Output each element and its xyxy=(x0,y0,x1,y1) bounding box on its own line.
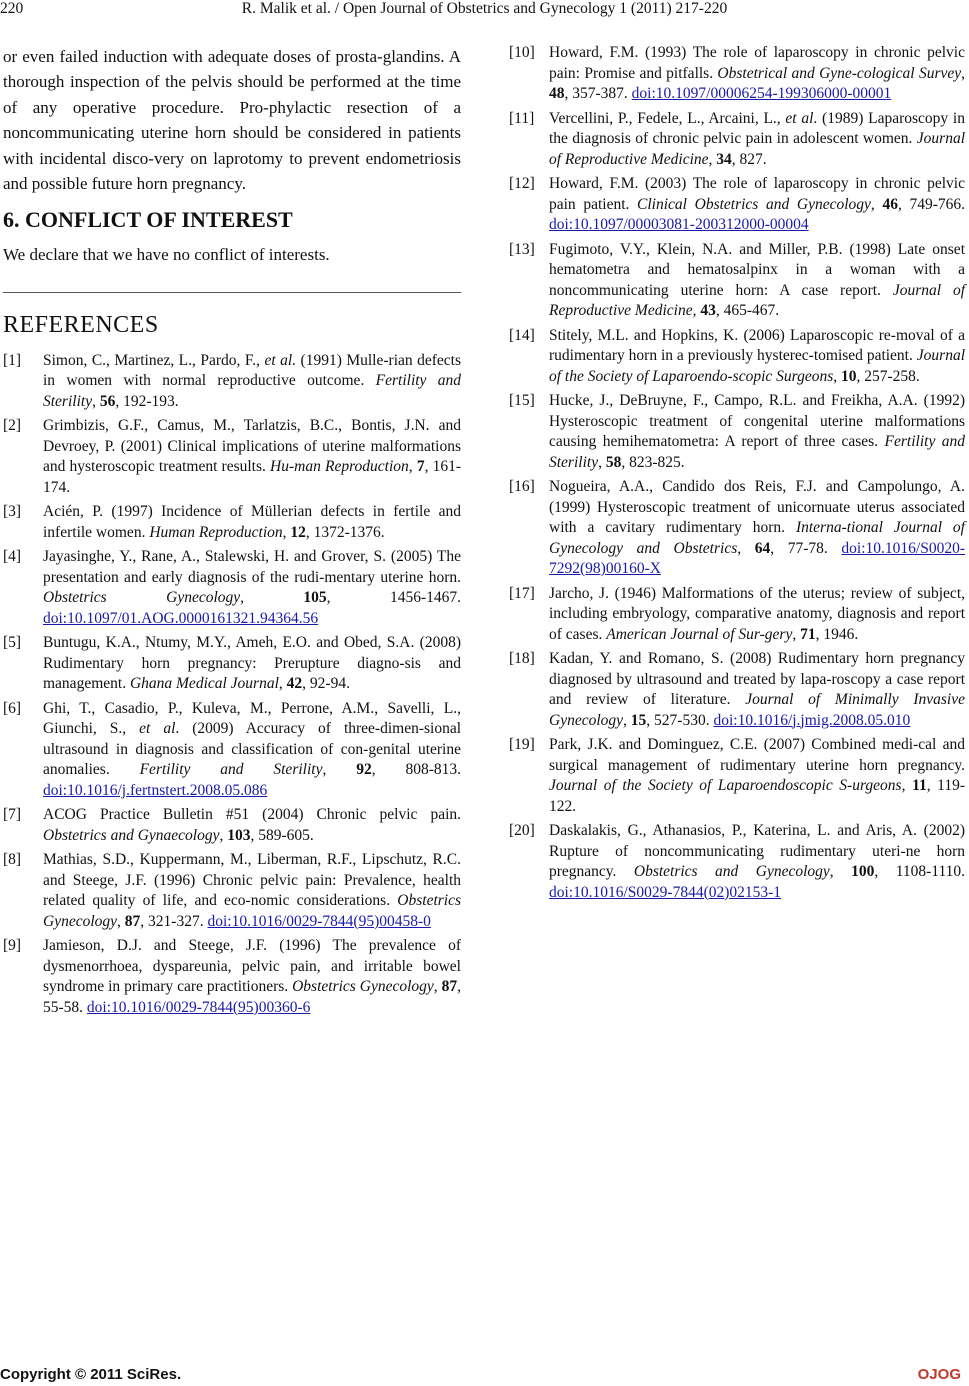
reference-pages: , 55-58. xyxy=(43,978,461,1016)
running-head: R. Malik et al. / Open Journal of Obstetrics and Gynecology 1 (2011) 217-220 xyxy=(241,0,728,17)
reference-separator: , xyxy=(692,302,701,319)
reference-number: [15] xyxy=(509,392,535,409)
reference-volume: 42 xyxy=(286,675,303,693)
reference-volume: 87 xyxy=(441,978,458,996)
reference-pages: , 161-174. xyxy=(43,458,461,496)
reference-item xyxy=(3,416,461,498)
reference-separator: , xyxy=(598,453,606,471)
reference-authors: Vercellini, P., Fedele, L., Arcaini, L., xyxy=(549,109,786,127)
reference-pages: , 257-258. xyxy=(856,367,920,385)
reference-authors: Park, J.K. and Dominguez, C.E. (2007) Combined medi-cal and surgical management of rudimentary uterine horn pregnancy. xyxy=(549,736,965,774)
reference-pages: , 823-825. xyxy=(621,453,685,471)
reference-authors: Howard, F.M. (2003) The role of laparoscopy in chronic pelvic pain patient. xyxy=(549,175,965,213)
reference-volume: 34 xyxy=(716,150,732,168)
reference-pages: , 1372-1376. xyxy=(305,523,385,541)
reference-text xyxy=(549,735,965,817)
reference-item xyxy=(509,391,965,473)
reference-number: [1] xyxy=(3,351,22,369)
reference-volume: 43 xyxy=(700,302,716,319)
reference-authors: Acién, P. (1997) Incidence of Müllerian defects in fertile and infertile women. xyxy=(43,503,461,541)
reference-authors: Fugimoto, V.Y., Klein, N.A. and Miller, P.B. (1998) Late onset hematometra and hematosalpinx in a woman with a noncommunicating uterine horn: A case report. xyxy=(549,240,965,299)
reference-number: [2] xyxy=(3,417,22,435)
reference-number: [13] xyxy=(509,240,535,258)
reference-text xyxy=(549,109,965,171)
reference-item xyxy=(3,351,461,413)
reference-doi-link[interactable]: doi:10.1016/j.jmig.2008.05.010 xyxy=(713,711,911,729)
reference-journal: Journal of the Society of Laparoendo-scopic Surgeons xyxy=(549,347,965,385)
reference-item xyxy=(509,43,965,105)
reference-authors: Buntugu, K.A., Ntumy, M.Y., Ameh, E.O. and Obed, S.A. (2008) Rudimentary horn pregnancy: Prerupture diagno-sis and management. xyxy=(43,634,461,693)
reference-separator: , xyxy=(219,826,228,844)
reference-pages: , 119-122. xyxy=(549,777,966,815)
reference-journal: Fertility and Sterility xyxy=(139,761,323,779)
reference-volume: 92 xyxy=(356,761,372,779)
reference-authors: Jarcho, J. (1946) Malformations of the uterus; review of subject, including embryology, comparative anatomy, diagnosis and report of cases. xyxy=(549,584,965,643)
reference-volume: 7 xyxy=(416,458,425,476)
page-number: 220 xyxy=(0,0,24,17)
reference-volume: 58 xyxy=(605,453,622,471)
references-list-left xyxy=(3,351,461,1019)
reference-authors: Nogueira, A.A., Candido dos Reis, F.J. and Campolungo, A. (1999) Hysteroscopic treatment of unicornuate uterus associated with a cavitary rudimentary horn. xyxy=(549,478,965,536)
reference-doi-link[interactable]: doi:10.1016/0029-7844(95)00360-6 xyxy=(86,998,311,1016)
reference-pages: , 1108-1110. xyxy=(874,863,965,880)
reference-volume: 10 xyxy=(841,367,857,385)
reference-pages: , 749-766. xyxy=(897,195,965,213)
conflict-text: We declare that we have no conflict of interests. xyxy=(3,245,330,265)
reference-text xyxy=(43,633,461,695)
reference-text xyxy=(43,502,461,543)
reference-number: [19] xyxy=(509,736,535,753)
reference-separator: , xyxy=(278,675,287,693)
reference-separator: , xyxy=(901,777,913,794)
reference-journal: Journal of the Society of Laparoendoscopic S-urgeons xyxy=(549,777,902,794)
reference-authors: ACOG Practice Bulletin #51 (2004) Chronic pelvic pain. xyxy=(43,806,461,824)
reference-journal: Fertility and Sterility xyxy=(549,433,966,471)
reference-item xyxy=(3,633,461,695)
reference-text xyxy=(43,699,461,802)
reference-text xyxy=(549,240,965,322)
reference-item xyxy=(3,850,461,932)
reference-volume: 12 xyxy=(290,523,306,541)
reference-doi-link[interactable]: doi:10.1097/00003081-200312000-00004 xyxy=(549,216,809,233)
reference-number: [12] xyxy=(509,175,535,192)
reference-doi-link[interactable]: doi:10.1016/0029-7844(95)00458-0 xyxy=(207,912,431,930)
reference-text xyxy=(43,351,461,413)
reference-volume: 15 xyxy=(630,711,647,729)
reference-item xyxy=(509,584,965,646)
reference-volume: 100 xyxy=(851,863,875,880)
reference-item xyxy=(509,174,965,236)
reference-text xyxy=(43,416,461,498)
reference-authors: Jamieson, D.J. and Steege, J.F. (1996) The prevalence of dysmenorrhoea, dyspareunia, pelvic pain, and irritable bowel syndrome in primary care practitioners. xyxy=(43,937,461,996)
reference-number: [10] xyxy=(509,44,535,61)
reference-authors: Kadan, Y. and Romano, S. (2008) Rudimentary horn pregnancy diagnosed by ultrasound and treated by lapa-roscopy a case report and review of literature. xyxy=(549,650,965,708)
reference-title: . (1989) Laparoscopy in the diagnosis of chronic pelvic pain in adolescent women. xyxy=(549,109,965,147)
journal-abbrev: OJOG xyxy=(917,1366,961,1383)
reference-item xyxy=(509,821,965,903)
reference-volume: 56 xyxy=(99,392,116,410)
reference-number: [20] xyxy=(509,822,535,839)
reference-journal: Human Reproduction xyxy=(149,523,283,541)
reference-authors: Stitely, M.L. and Hopkins, K. (2006) Laparoscopic re-moval of a rudimentary horn in a previously hysterec-tomised patient. xyxy=(549,326,965,364)
reference-pages: , 192-193. xyxy=(115,392,179,410)
reference-title: (1991) Mulle-rian defects in women with normal reproductive outcome. xyxy=(43,351,461,390)
reference-pages: , 92-94. xyxy=(302,675,350,693)
reference-pages: , 77-78. xyxy=(770,539,842,557)
reference-authors: Daskalakis, G., Athanasios, P., Katerina, L. and Aris, A. (2002) Rupture of noncommunicating rudimentary uteri-ne horn pregnancy. xyxy=(549,822,965,880)
reference-journal: Obstetrics Gynecology xyxy=(292,978,434,996)
reference-number: [14] xyxy=(509,326,535,344)
reference-volume: 105 xyxy=(303,589,327,607)
reference-et-al: et al xyxy=(139,720,176,738)
reference-authors: Howard, F.M. (1993) The role of laparoscopy in chronic pelvic pain: Promise and pitfalls. xyxy=(549,44,965,82)
left-column xyxy=(3,44,461,1022)
reference-text xyxy=(43,850,461,932)
reference-text xyxy=(43,936,461,1018)
reference-item xyxy=(3,805,461,846)
reference-text xyxy=(549,821,965,903)
reference-journal: Obstetrical and Gyne-cological Survey xyxy=(717,64,962,82)
reference-number: [11] xyxy=(509,109,535,127)
reference-number: [7] xyxy=(3,806,22,824)
reference-separator: , xyxy=(792,625,801,643)
reference-number: [18] xyxy=(509,650,535,667)
reference-separator: , xyxy=(240,589,304,607)
reference-volume: 71 xyxy=(800,625,816,643)
references-heading: REFERENCES xyxy=(3,311,159,338)
reference-journal: Hu-man Reproduction xyxy=(270,458,409,476)
reference-item xyxy=(509,477,965,580)
reference-item xyxy=(509,109,965,171)
reference-authors: Hucke, J., DeBruyne, F., Campo, R.L. and Freikha, A.A. (1992) Hysteroscopic treatment of congenital uterine malformations causing hemihematometra: A report of three cases. xyxy=(549,392,965,450)
reference-journal: Journal of Reproductive Medicine xyxy=(549,281,965,319)
copyright-notice: Copyright © 2011 SciRes. xyxy=(0,1366,182,1383)
reference-number: [9] xyxy=(3,937,22,955)
reference-item xyxy=(509,240,965,322)
reference-title: . (2009) Accuracy of three-dimen-sional ultrasound in diagnosis and classification of con-genital uterine anomalies. xyxy=(43,720,462,779)
reference-separator: , xyxy=(829,863,852,880)
reference-pages: , 808-813. xyxy=(371,761,461,779)
reference-volume: 46 xyxy=(882,195,898,213)
reference-journal: Ghana Medical Journal xyxy=(129,675,279,693)
reference-number: [16] xyxy=(509,478,535,495)
reference-text xyxy=(549,326,965,388)
reference-volume: 48 xyxy=(549,85,565,102)
reference-journal: Journal of Reproductive Medicine xyxy=(549,130,965,168)
reference-separator: , xyxy=(833,367,842,385)
reference-item xyxy=(509,735,965,817)
reference-separator: , xyxy=(623,711,631,729)
reference-item xyxy=(3,699,461,802)
reference-item xyxy=(509,649,965,731)
reference-text xyxy=(43,805,461,846)
reference-et-al: et al. xyxy=(264,351,297,369)
reference-number: [5] xyxy=(3,634,22,652)
reference-number: [8] xyxy=(3,851,22,869)
reference-pages: , 1456-1467. xyxy=(326,589,461,607)
reference-journal: Fertility and Sterility xyxy=(43,372,462,410)
reference-pages: , 465-467. xyxy=(715,302,780,319)
reference-authors: Mathias, S.D., Kuppermann, M., Liberman, R.F., Lipschutz, R.C. and Steege, J.F. (1996) Chronic pelvic pain: Prevalence, health related quality of life, and eco-nomic considerations. xyxy=(43,851,461,910)
reference-doi-link[interactable]: doi:10.1016/S0029-7844(02)02153-1 xyxy=(549,883,782,901)
reference-pages: , 1946. xyxy=(815,625,859,643)
reference-doi-link[interactable]: doi:10.1016/S0020-7292(98)00160-X xyxy=(549,539,965,577)
reference-journal: Obstetrics and Gynecology xyxy=(633,863,830,880)
reference-text xyxy=(549,477,965,580)
reference-separator: , xyxy=(322,761,357,779)
reference-separator: , xyxy=(408,458,417,476)
reference-journal: Interna-tional Journal of Gynecology and Obstetrics xyxy=(549,519,965,557)
reference-authors: Jayasinghe, Y., Rane, A., Stalewski, H. and Grover, S. (2005) The presentation and early diagnosis of the rudi-mentary uterine horn. xyxy=(43,548,461,586)
reference-volume: 87 xyxy=(124,912,141,930)
references-list-right xyxy=(509,43,965,903)
reference-separator: , xyxy=(282,523,291,541)
reference-volume: 11 xyxy=(912,777,927,794)
conflict-heading: 6. CONFLICT OF INTEREST xyxy=(3,207,293,233)
reference-number: [17] xyxy=(509,584,535,602)
reference-journal: Obstetrics Gynecology xyxy=(43,589,241,607)
reference-number: [3] xyxy=(3,503,22,521)
reference-separator: , xyxy=(117,912,125,930)
reference-text xyxy=(549,174,965,236)
reference-text xyxy=(549,649,965,731)
reference-volume: 64 xyxy=(754,539,771,557)
reference-item xyxy=(3,936,461,1018)
reference-authors: Simon, C., Martinez, L., Pardo, F., xyxy=(43,351,265,369)
reference-doi-link[interactable]: doi:10.1097/00006254-199306000-00001 xyxy=(631,85,892,102)
reference-separator: , xyxy=(433,978,442,996)
reference-journal: Obstetrics and Gynaecology xyxy=(43,826,220,844)
reference-item xyxy=(3,547,461,629)
reference-doi-link[interactable]: doi:10.1016/j.fertnstert.2008.05.086 xyxy=(43,781,268,799)
reference-pages: , 589-605. xyxy=(250,826,314,844)
section-divider xyxy=(3,292,461,293)
reference-journal: Clinical Obstetrics and Gynecology xyxy=(637,195,871,213)
reference-number: [4] xyxy=(3,548,22,566)
reference-item xyxy=(509,326,965,388)
reference-text xyxy=(549,391,965,473)
reference-separator: , xyxy=(737,539,755,557)
reference-separator: , xyxy=(92,392,100,410)
reference-text xyxy=(43,547,461,629)
reference-text xyxy=(549,43,965,105)
intro-paragraph: or even failed induction with adequate doses of prosta-glandins. A thorough inspection of the pelvis should be performed at the time of any operative procedure. Pro-phylactic resection of a noncommunicating uterine horn should be considered in patients with incidental disco-very on laprotomy to prevent endometriosis and possible future horn pregnancy. xyxy=(3,47,461,194)
reference-separator: , xyxy=(708,150,717,168)
reference-et-al: et al xyxy=(785,109,814,127)
reference-authors: Grimbizis, G.F., Camus, M., Tarlatzis, B.C., Bontis, J.N. and Devroey, P. (2001) Clinical implications of uterine malformations and hysteroscopic treatment results. xyxy=(43,417,461,476)
reference-journal: Journal of Minimally Invasive Gynecology xyxy=(549,691,965,729)
reference-journal: American Journal of Sur-gery xyxy=(606,625,793,643)
reference-doi-link[interactable]: doi:10.1097/01.AOG.0000161321.94364.56 xyxy=(43,609,319,627)
right-column xyxy=(509,43,965,907)
reference-number: [6] xyxy=(3,699,22,717)
reference-pages: , 527-530. xyxy=(646,711,714,729)
reference-pages: , 357-387. xyxy=(564,85,632,102)
reference-separator: , xyxy=(870,195,883,213)
reference-separator: , xyxy=(961,64,965,82)
reference-authors: Ghi, T., Casadio, P., Kuleva, M., Perrone, A.M., Savelli, L., Giunchi, S., xyxy=(43,699,461,738)
reference-pages: , 321-327. xyxy=(140,912,208,930)
reference-volume: 103 xyxy=(227,826,251,844)
reference-journal: Obstetrics Gynecology xyxy=(43,892,461,930)
reference-pages: , 827. xyxy=(731,150,767,168)
reference-text xyxy=(549,584,965,646)
reference-item xyxy=(3,502,461,543)
